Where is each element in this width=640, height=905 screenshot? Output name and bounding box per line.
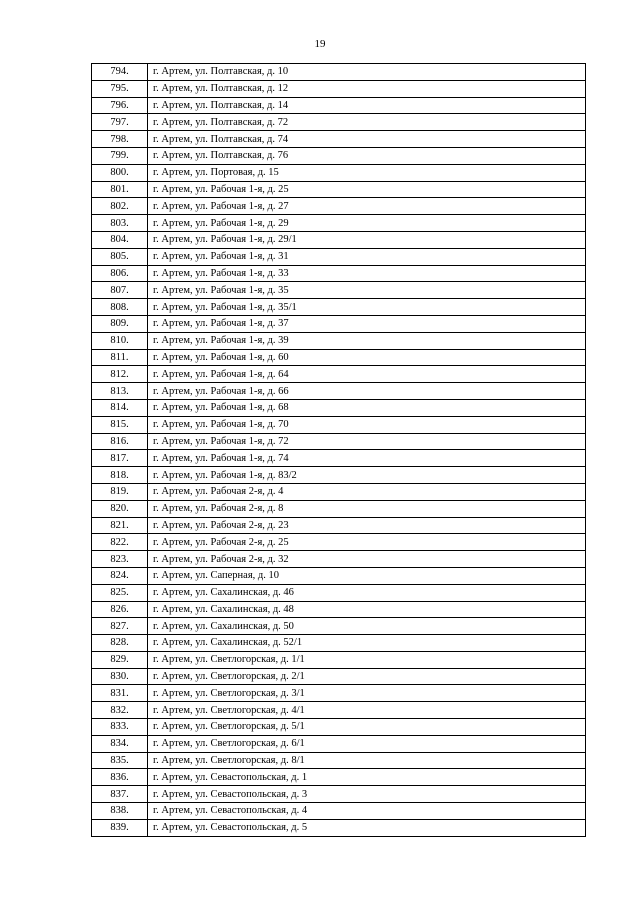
table-row — [92, 164, 586, 181]
row-number: 838. — [92, 803, 148, 820]
row-address: г. Артем, ул. Рабочая 1-я, д. 35 — [148, 282, 586, 299]
row-address: г. Артем, ул. Севастопольская, д. 4 — [148, 803, 586, 820]
table-row — [92, 349, 586, 366]
row-number: 839. — [92, 819, 148, 836]
table-row — [92, 819, 586, 836]
row-address: г. Артем, ул. Сахалинская, д. 46 — [148, 584, 586, 601]
row-address: г. Артем, ул. Полтавская, д. 10 — [148, 64, 586, 81]
row-number: 794. — [92, 64, 148, 81]
row-address: г. Артем, ул. Рабочая 1-я, д. 37 — [148, 315, 586, 332]
row-address: г. Артем, ул. Полтавская, д. 72 — [148, 114, 586, 131]
table-row — [92, 483, 586, 500]
table-row — [92, 584, 586, 601]
row-number: 818. — [92, 467, 148, 484]
row-number: 825. — [92, 584, 148, 601]
row-number: 815. — [92, 416, 148, 433]
address-table — [91, 63, 586, 837]
row-address: г. Артем, ул. Рабочая 1-я, д. 83/2 — [148, 467, 586, 484]
table-row — [92, 383, 586, 400]
row-address: г. Артем, ул. Рабочая 1-я, д. 72 — [148, 433, 586, 450]
table-row — [92, 248, 586, 265]
row-address: г. Артем, ул. Рабочая 1-я, д. 29 — [148, 215, 586, 232]
row-number: 803. — [92, 215, 148, 232]
table-row — [92, 551, 586, 568]
table-row — [92, 80, 586, 97]
row-number: 819. — [92, 483, 148, 500]
row-address: г. Артем, ул. Рабочая 1-я, д. 74 — [148, 450, 586, 467]
table-row — [92, 231, 586, 248]
row-address: г. Артем, ул. Полтавская, д. 74 — [148, 131, 586, 148]
table-row — [92, 416, 586, 433]
table-row — [92, 97, 586, 114]
row-number: 797. — [92, 114, 148, 131]
row-number: 804. — [92, 231, 148, 248]
row-number: 820. — [92, 500, 148, 517]
row-address: г. Артем, ул. Сахалинская, д. 48 — [148, 601, 586, 618]
table-row — [92, 635, 586, 652]
table-row — [92, 114, 586, 131]
row-number: 814. — [92, 399, 148, 416]
row-number: 828. — [92, 635, 148, 652]
row-number: 813. — [92, 383, 148, 400]
row-number: 812. — [92, 366, 148, 383]
row-address: г. Артем, ул. Рабочая 2-я, д. 23 — [148, 517, 586, 534]
row-address: г. Артем, ул. Рабочая 2-я, д. 32 — [148, 551, 586, 568]
row-number: 826. — [92, 601, 148, 618]
table-row — [92, 131, 586, 148]
row-number: 805. — [92, 248, 148, 265]
table-row — [92, 315, 586, 332]
row-address: г. Артем, ул. Рабочая 1-я, д. 33 — [148, 265, 586, 282]
table-row — [92, 567, 586, 584]
row-number: 817. — [92, 450, 148, 467]
table-row — [92, 534, 586, 551]
row-address: г. Артем, ул. Рабочая 2-я, д. 4 — [148, 483, 586, 500]
table-row — [92, 64, 586, 81]
table-row — [92, 735, 586, 752]
table-row — [92, 215, 586, 232]
row-number: 833. — [92, 719, 148, 736]
row-number: 800. — [92, 164, 148, 181]
table-row — [92, 668, 586, 685]
row-address: г. Артем, ул. Севастопольская, д. 5 — [148, 819, 586, 836]
row-address: г. Артем, ул. Рабочая 1-я, д. 70 — [148, 416, 586, 433]
row-address: г. Артем, ул. Светлогорская, д. 5/1 — [148, 719, 586, 736]
table-row — [92, 299, 586, 316]
table-row — [92, 601, 586, 618]
row-address: г. Артем, ул. Светлогорская, д. 4/1 — [148, 702, 586, 719]
table-row — [92, 399, 586, 416]
row-number: 798. — [92, 131, 148, 148]
row-number: 807. — [92, 282, 148, 299]
row-address: г. Артем, ул. Полтавская, д. 12 — [148, 80, 586, 97]
table-row — [92, 198, 586, 215]
row-address: г. Артем, ул. Рабочая 1-я, д. 66 — [148, 383, 586, 400]
row-address: г. Артем, ул. Светлогорская, д. 1/1 — [148, 651, 586, 668]
row-number: 835. — [92, 752, 148, 769]
row-number: 836. — [92, 769, 148, 786]
table-row — [92, 769, 586, 786]
row-address: г. Артем, ул. Севастопольская, д. 1 — [148, 769, 586, 786]
row-number: 810. — [92, 332, 148, 349]
row-number: 808. — [92, 299, 148, 316]
table-row — [92, 147, 586, 164]
table-row — [92, 752, 586, 769]
row-number: 801. — [92, 181, 148, 198]
row-address: г. Артем, ул. Полтавская, д. 76 — [148, 147, 586, 164]
row-number: 811. — [92, 349, 148, 366]
row-address: г. Артем, ул. Полтавская, д. 14 — [148, 97, 586, 114]
row-address: г. Артем, ул. Рабочая 1-я, д. 25 — [148, 181, 586, 198]
row-address: г. Артем, ул. Саперная, д. 10 — [148, 567, 586, 584]
row-number: 830. — [92, 668, 148, 685]
table-row — [92, 433, 586, 450]
row-address: г. Артем, ул. Рабочая 1-я, д. 27 — [148, 198, 586, 215]
row-address: г. Артем, ул. Светлогорская, д. 6/1 — [148, 735, 586, 752]
row-address: г. Артем, ул. Светлогорская, д. 3/1 — [148, 685, 586, 702]
row-address: г. Артем, ул. Рабочая 1-я, д. 60 — [148, 349, 586, 366]
row-address: г. Артем, ул. Рабочая 1-я, д. 64 — [148, 366, 586, 383]
table-row — [92, 702, 586, 719]
row-number: 834. — [92, 735, 148, 752]
table-row — [92, 786, 586, 803]
table-row — [92, 450, 586, 467]
row-number: 802. — [92, 198, 148, 215]
row-number: 821. — [92, 517, 148, 534]
row-address: г. Артем, ул. Рабочая 1-я, д. 39 — [148, 332, 586, 349]
table-row — [92, 517, 586, 534]
table-row — [92, 366, 586, 383]
table-row — [92, 282, 586, 299]
row-address: г. Артем, ул. Рабочая 1-я, д. 31 — [148, 248, 586, 265]
row-address: г. Артем, ул. Рабочая 2-я, д. 25 — [148, 534, 586, 551]
row-address: г. Артем, ул. Портовая, д. 15 — [148, 164, 586, 181]
row-number: 795. — [92, 80, 148, 97]
table-row — [92, 467, 586, 484]
row-address: г. Артем, ул. Рабочая 1-я, д. 35/1 — [148, 299, 586, 316]
table-row — [92, 803, 586, 820]
table-row — [92, 618, 586, 635]
row-address: г. Артем, ул. Севастопольская, д. 3 — [148, 786, 586, 803]
table-row — [92, 181, 586, 198]
table-row — [92, 651, 586, 668]
row-address: г. Артем, ул. Рабочая 1-я, д. 68 — [148, 399, 586, 416]
table-row — [92, 500, 586, 517]
row-number: 831. — [92, 685, 148, 702]
row-number: 806. — [92, 265, 148, 282]
row-number: 829. — [92, 651, 148, 668]
address-table-body — [92, 64, 586, 837]
row-address: г. Артем, ул. Сахалинская, д. 50 — [148, 618, 586, 635]
row-address: г. Артем, ул. Рабочая 2-я, д. 8 — [148, 500, 586, 517]
row-number: 837. — [92, 786, 148, 803]
page-number: 19 — [314, 38, 326, 50]
row-address: г. Артем, ул. Рабочая 1-я, д. 29/1 — [148, 231, 586, 248]
table-row — [92, 265, 586, 282]
row-number: 809. — [92, 315, 148, 332]
row-number: 823. — [92, 551, 148, 568]
row-number: 816. — [92, 433, 148, 450]
table-row — [92, 685, 586, 702]
row-address: г. Артем, ул. Светлогорская, д. 8/1 — [148, 752, 586, 769]
row-number: 832. — [92, 702, 148, 719]
row-number: 796. — [92, 97, 148, 114]
row-number: 799. — [92, 147, 148, 164]
table-row — [92, 332, 586, 349]
row-number: 824. — [92, 567, 148, 584]
row-address: г. Артем, ул. Светлогорская, д. 2/1 — [148, 668, 586, 685]
table-row — [92, 719, 586, 736]
row-address: г. Артем, ул. Сахалинская, д. 52/1 — [148, 635, 586, 652]
row-number: 827. — [92, 618, 148, 635]
row-number: 822. — [92, 534, 148, 551]
